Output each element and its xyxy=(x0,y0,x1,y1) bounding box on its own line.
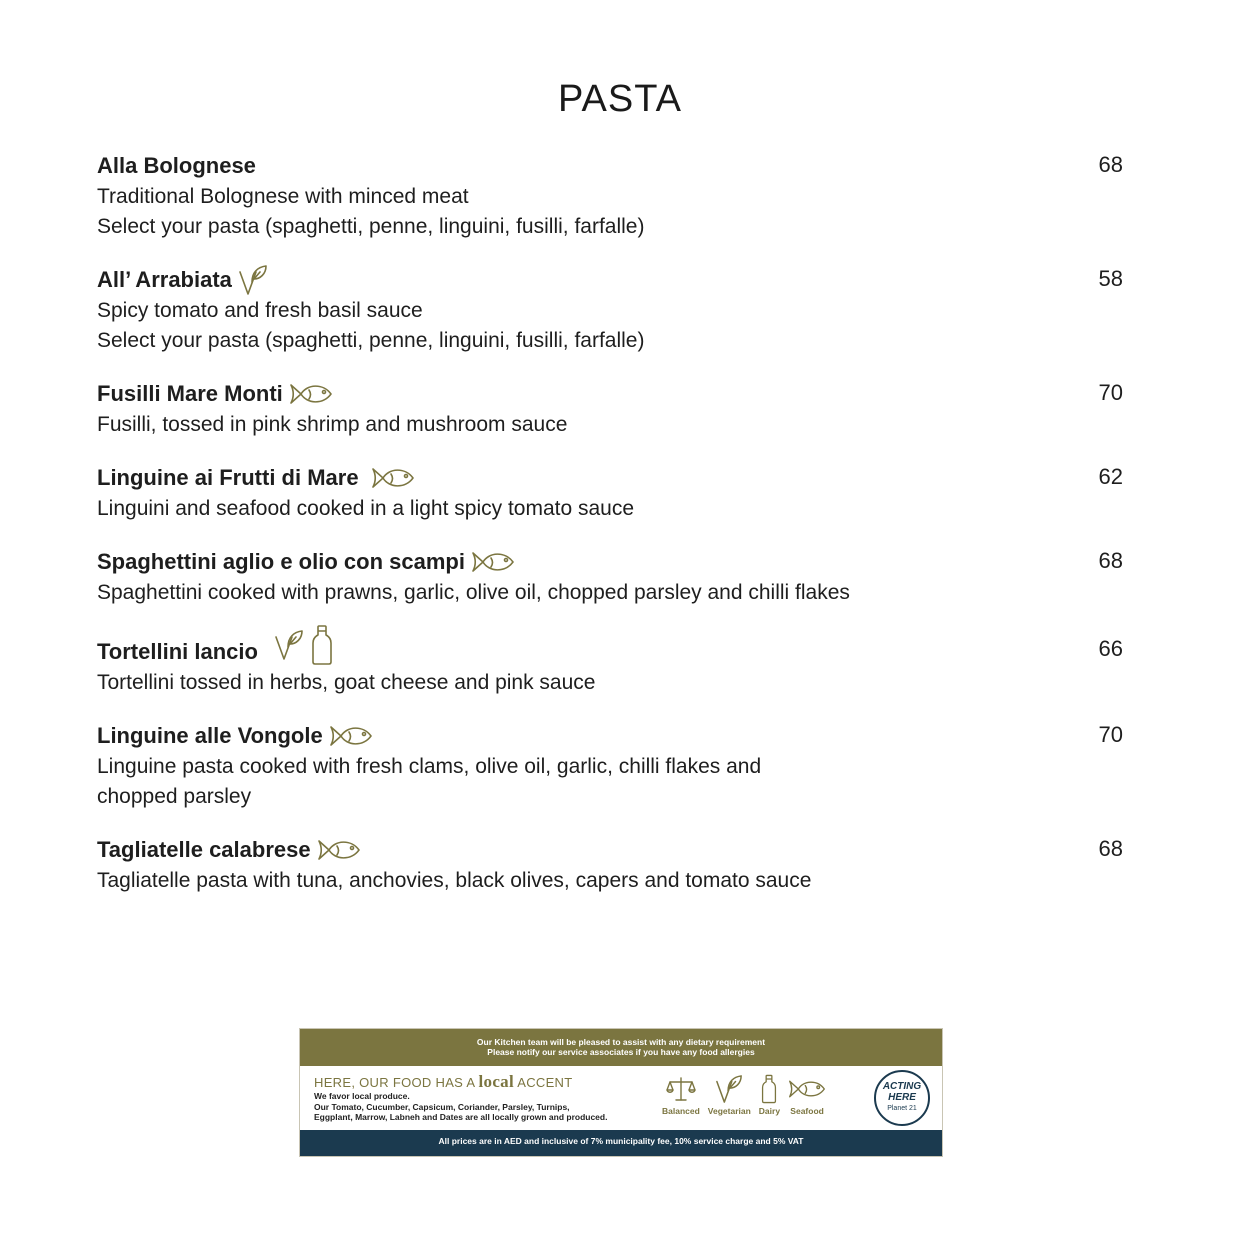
dairy-icon xyxy=(760,1074,778,1104)
menu-item xyxy=(97,546,1127,608)
dish-description: Traditional Bolognese with minced meat xyxy=(97,185,469,208)
menu-item xyxy=(97,264,1127,356)
dish-price: 58 xyxy=(1098,266,1123,291)
acting-here-logo xyxy=(874,1070,930,1126)
local-accent-word: local xyxy=(478,1072,515,1091)
dish-name: Tortellini lancio xyxy=(97,639,258,664)
icon-legend xyxy=(662,1074,826,1116)
balanced-icon xyxy=(666,1074,696,1104)
legend-vegetarian-label: Vegetarian xyxy=(707,1106,751,1116)
dairy-icon xyxy=(310,624,334,666)
vegetarian-icon xyxy=(238,264,268,296)
dish-price: 70 xyxy=(1098,722,1123,747)
local-produce-section xyxy=(300,1066,942,1130)
legend-seafood-label: Seafood xyxy=(790,1106,824,1116)
vegetarian-icon xyxy=(715,1074,743,1104)
seafood-icon xyxy=(788,1074,826,1104)
dish-price: 62 xyxy=(1098,464,1123,489)
dietary-notice xyxy=(300,1029,942,1066)
badge-line-3: Planet 21 xyxy=(887,1105,917,1112)
menu-item xyxy=(97,378,1127,440)
dish-description: Tagliatelle pasta with tuna, anchovies, black olives, capers and tomato sauce xyxy=(97,869,812,892)
local-accent-prefix: HERE, OUR FOOD HAS A xyxy=(314,1075,475,1090)
dish-description: Linguini and seafood cooked in a light spicy tomato sauce xyxy=(97,497,635,520)
prices-note: All prices are in AED and inclusive of 7% municipality fee, 10% service charge and 5% VAT xyxy=(300,1130,942,1156)
page-title: PASTA xyxy=(558,78,682,120)
dish-name: Alla Bolognese xyxy=(97,153,256,178)
badge-line-1: ACTING xyxy=(882,1081,922,1092)
dish-name: Linguine ai Frutti di Mare xyxy=(97,465,359,490)
dish-name: Fusilli Mare Monti xyxy=(97,381,283,406)
seafood-icon xyxy=(329,723,373,749)
legend-balanced xyxy=(662,1074,700,1116)
seafood-icon xyxy=(471,549,515,575)
dietary-notice-line-1: Our Kitchen team will be pleased to assist with any dietary requirement xyxy=(476,1037,766,1047)
seafood-icon xyxy=(371,465,415,491)
dish-description: Fusilli, tossed in pink shrimp and mushroom sauce xyxy=(97,413,568,436)
dish-price: 68 xyxy=(1098,548,1123,573)
dish-description-2: Select your pasta (spaghetti, penne, linguini, fusilli, farfalle) xyxy=(97,329,645,352)
dish-price: 68 xyxy=(1098,152,1123,177)
menu-item xyxy=(97,720,1127,812)
legend-seafood xyxy=(788,1074,826,1116)
local-accent-heading xyxy=(314,1072,572,1092)
badge-line-2: HERE xyxy=(888,1092,916,1103)
seafood-icon xyxy=(317,837,361,863)
legend-vegetarian xyxy=(708,1074,751,1116)
dietary-notice-line-2: Please notify our service associates if you have any food allergies xyxy=(487,1047,755,1057)
legend-dairy xyxy=(759,1074,780,1116)
dish-name: Linguine alle Vongole xyxy=(97,723,323,748)
menu-item xyxy=(97,834,1127,896)
dish-description: Linguine pasta cooked with fresh clams, olive oil, garlic, chilli flakes and xyxy=(97,755,762,778)
menu-item xyxy=(97,622,1127,698)
dish-price: 66 xyxy=(1098,636,1123,661)
local-accent-suffix: ACCENT xyxy=(517,1075,573,1090)
dish-description: Tortellini tossed in herbs, goat cheese and pink sauce xyxy=(97,671,596,694)
vegetarian-icon xyxy=(274,629,304,661)
local-produce-text xyxy=(314,1091,607,1123)
legend-balanced-label: Balanced xyxy=(662,1106,700,1116)
seafood-icon xyxy=(289,381,333,407)
dish-description: Spaghettini cooked with prawns, garlic, olive oil, chopped parsley and chilli flakes xyxy=(97,581,850,604)
dish-name: Tagliatelle calabrese xyxy=(97,837,311,862)
pasta-menu xyxy=(97,150,1127,918)
info-banner xyxy=(299,1028,943,1157)
dish-price: 70 xyxy=(1098,380,1123,405)
dish-description-2: Select your pasta (spaghetti, penne, linguini, fusilli, farfalle) xyxy=(97,215,645,238)
dish-description: Spicy tomato and fresh basil sauce xyxy=(97,299,423,322)
legend-dairy-label: Dairy xyxy=(758,1106,781,1116)
local-produce-line-3: Eggplant, Marrow, Labneh and Dates are all locally grown and produced. xyxy=(314,1112,608,1122)
dish-name: Spaghettini aglio e olio con scampi xyxy=(97,549,465,574)
menu-item xyxy=(97,462,1127,524)
local-produce-line-1: We favor local produce. xyxy=(314,1091,410,1101)
dish-name: All’ Arrabiata xyxy=(97,267,232,292)
menu-item xyxy=(97,150,1127,242)
dish-description-2: chopped parsley xyxy=(97,785,252,808)
local-produce-line-2: Our Tomato, Cucumber, Capsicum, Coriander, Parsley, Turnips, xyxy=(314,1101,570,1112)
dish-price: 68 xyxy=(1098,836,1123,861)
